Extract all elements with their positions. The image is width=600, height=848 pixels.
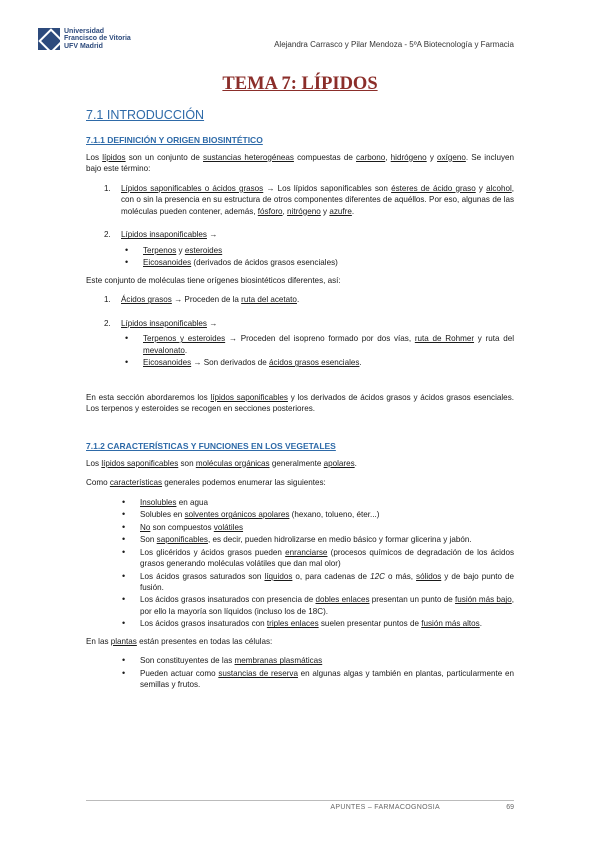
list-item: • Los ácidos grasos insaturados con triples enlaces suelen presentar puntos de fusión más altos. <box>120 618 514 629</box>
list-item: • Eicosanoides → Son derivados de ácidos grasos esenciales. <box>123 357 514 368</box>
document-body <box>86 107 514 697</box>
list-item: • Los ácidos grasos insaturados con presencia de dobles enlaces presentan un punto de fusión más bajo, por ello la mayoría son líquidos (incluso los de 18C). <box>120 594 514 617</box>
characteristics-intro: Como características generales podemos enumerar las siguientes: <box>86 478 326 488</box>
plants-list <box>120 655 514 690</box>
page-title: TEMA 7: LÍPIDOS <box>222 74 378 94</box>
logo-emblem-icon <box>38 28 60 50</box>
insaponificables-list <box>123 245 514 269</box>
list-item: • Terpenos y esteroides <box>123 245 514 256</box>
numbered-item-saponificables: 1. Lípidos saponificables o ácidos grasos → Los lípidos saponificables son ésteres de ácido graso y alcohol, con o sin la presencia en su estructura de otros componentes diferentes de aquéllos. Por eso, algunas de las moléculas pueden contener, además, fósforo, nitrógeno y azufre. <box>104 183 515 216</box>
logo-line-1: Universidad <box>64 28 105 35</box>
list-item: • Son constituyentes de las membranas plasmáticas <box>120 655 514 666</box>
subsection-heading-2: 7.1.2 CARACTERÍSTICAS Y FUNCIONES EN LOS VEGETALES <box>86 440 336 451</box>
numbered-item-insaponificables: 2. Lípidos insaponificables → <box>104 230 218 240</box>
origin-list <box>123 333 514 368</box>
apolar-paragraph: Los lípidos saponificables son moléculas orgánicas generalmente apolares. <box>86 458 357 468</box>
list-item: • Solubles en solventes orgánicos apolares (hexano, tolueno, éter...) <box>120 509 514 520</box>
logo-line-3: UFV Madrid <box>64 42 103 50</box>
plants-intro: En las plantas están presentes en todas las células: <box>86 636 273 646</box>
list-item: • No son compuestos volátiles <box>120 522 514 533</box>
footer-divider <box>86 800 514 801</box>
list-item: • Pueden actuar como sustancias de reserva en algunas algas y también en plantas, particularmente en semillas y frutos. <box>120 668 514 691</box>
origin-item-insaponificables: 2. Lípidos insaponificables → <box>104 318 218 328</box>
logo-text <box>64 28 131 50</box>
university-logo <box>38 28 131 50</box>
characteristics-list <box>120 497 514 630</box>
origin-intro: Este conjunto de moléculas tiene orígenes biosintéticos diferentes, así: <box>86 275 341 285</box>
list-item: • Los ácidos grasos saturados son líquidos o, para cadenas de 12C o más, sólidos y de bajo punto de fusión. <box>120 571 514 594</box>
list-item: • Insolubles en agua <box>120 497 514 508</box>
list-item: • Eicosanoides (derivados de ácidos grasos esenciales) <box>123 257 514 268</box>
subsection-heading-1: 7.1.1 DEFINICIÓN Y ORIGEN BIOSINTÉTICO <box>86 134 263 145</box>
logo-line-2: Francisco de Vitoria <box>64 35 131 43</box>
origin-item-acidos: 1. Ácidos grasos → Proceden de la ruta del acetato. <box>104 295 300 305</box>
header-authors: Alejandra Carrasco y Pilar Mendoza - 5ºA Biotecnología y Farmacia <box>274 40 514 49</box>
list-item: • Los glicéridos y ácidos grasos pueden enranciarse (procesos químicos de degradación de los ácidos grasos generando moléculas volátiles que dan mal olor) <box>120 547 514 570</box>
list-item: • Son saponificables, es decir, pueden hidrolizarse en medio básico y formar glicerina y jabón. <box>120 534 514 545</box>
list-item: • Terpenos y esteroides → Proceden del isopreno formado por dos vías, ruta de Rohmer y ruta del mevalonato. <box>123 333 514 356</box>
page-number: 69 <box>506 804 514 811</box>
definition-paragraph: Los lípidos son un conjunto de sustancias heterogéneas compuestas de carbono, hidrógeno y oxígeno. Se incluyen bajo este término: <box>86 152 515 174</box>
footer-text: APUNTES – FARMACOGNOSIA <box>330 804 440 811</box>
closing-paragraph: En esta sección abordaremos los lípidos saponificables y los derivados de ácidos grasos y ácidos grasos esenciales. Los terpenos y esteroides se recogen en secciones posteriores. <box>86 392 514 414</box>
section-heading: 7.1 INTRODUCCIÓN <box>86 108 205 122</box>
